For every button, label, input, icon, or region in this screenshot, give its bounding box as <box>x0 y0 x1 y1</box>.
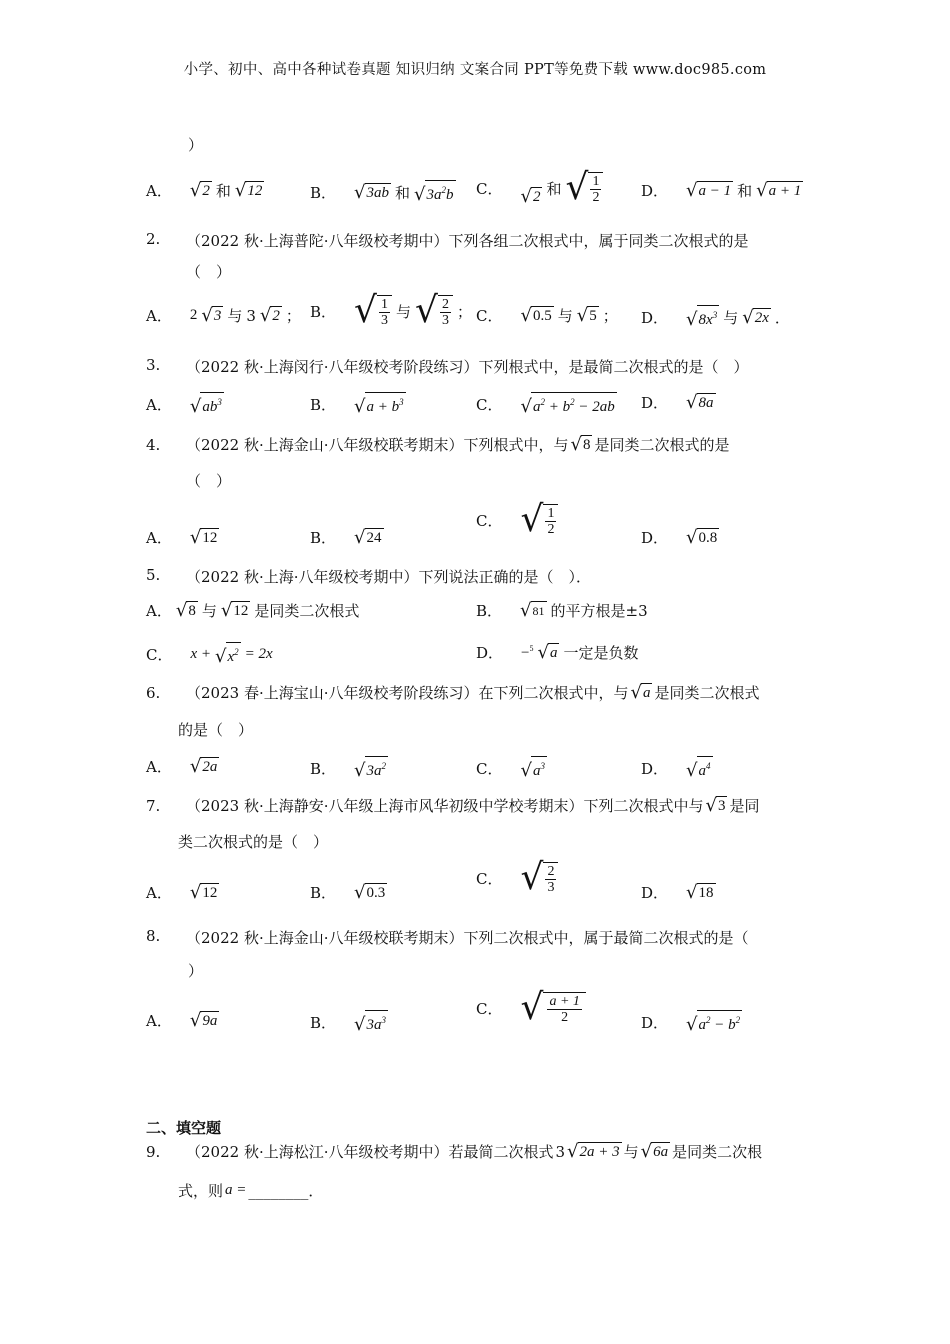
q6-text-line2: 的是（ ） <box>178 721 254 739</box>
q3-b-sqrt-a+b3: √ $a + b^3$ <box>354 392 406 416</box>
q5-text: （2022 秋·上海·八年级校考期中）下列说法正确的是（ ）． <box>186 568 591 586</box>
q8-option-d-label: D． <box>641 1013 669 1032</box>
q5-option-a[interactable] <box>146 600 359 621</box>
page-header: 小学、初中、高中各种试卷真题 知识归纳 文案合同 PPT等免费下载 www.doc985.com <box>183 62 767 78</box>
q3-option-b[interactable] <box>310 392 406 416</box>
q2-option-c[interactable] <box>476 305 618 326</box>
q2-d-with: 与 <box>723 308 739 327</box>
q5-option-c-label: C． <box>146 645 173 664</box>
q6-option-c[interactable] <box>476 756 547 780</box>
q2-a-semi: ； <box>285 307 301 325</box>
q5-option-c[interactable] <box>146 642 273 666</box>
q4-option-c-label: C． <box>476 511 503 530</box>
q4-option-c[interactable] <box>476 499 558 540</box>
q4-number: 4. <box>146 436 161 454</box>
q6-option-a[interactable] <box>146 756 219 777</box>
q9-text-line2 <box>178 1180 323 1201</box>
q4-c-sqrt-half: √ $\frac{1}{2}$ <box>520 502 558 538</box>
q2-d-sqrt2x: √ 2x <box>742 306 769 328</box>
q7-text-line2: 类二次根式的是（ ） <box>178 833 329 851</box>
q8-option-b[interactable] <box>310 1010 388 1034</box>
q7-text-a: （2023 秋·上海静安·八年级上海市风华初级中学校考期末）下列二次根式中与 <box>186 797 704 815</box>
q3-d-sqrt8a: √ 8a <box>686 392 714 413</box>
q5-a-sqrt12: √ 12 <box>220 600 249 621</box>
q2-option-c-label: C． <box>476 307 503 325</box>
q7-option-a-label: A． <box>146 884 172 902</box>
q2-number: 2. <box>146 230 161 248</box>
q8-text: （2022 秋·上海金山·八年级校联考期末）下列二次根式中，属于最简二次根式的是（ <box>186 929 749 947</box>
q8-option-d[interactable] <box>641 1010 742 1034</box>
q7-option-d[interactable] <box>641 882 716 903</box>
q2-d-dot: ． <box>774 308 790 327</box>
q3-option-b-label: B． <box>310 395 337 414</box>
q8-option-a[interactable] <box>146 1010 219 1031</box>
q3-text: （2022 秋·上海闵行·八年级校考阶段练习）下列根式中，是最简二次根式的是（ ） <box>186 358 749 376</box>
q2-c-with: 与 <box>557 307 573 325</box>
q1-b-and: 和 <box>395 183 411 202</box>
q6-option-d-label: D． <box>641 759 669 778</box>
q6-b-sqrt3a2: √ $3a^2$ <box>354 756 388 780</box>
q2-a-sqrt3: √ 3 <box>201 305 222 326</box>
q2-c-sqrt05: √ 0.5 <box>520 305 552 326</box>
q7-text-b: 是同 <box>729 797 760 815</box>
q3-a-sqrt-ab3: √ $ab^3$ <box>190 392 224 416</box>
q5-b-text: 的平方根是±3 <box>550 602 648 620</box>
q9-text-c: 是同类二次根 <box>672 1143 763 1161</box>
q2-a-3: 3 <box>246 306 256 325</box>
q1-b-sqrt3ab: √ 3ab <box>354 181 390 203</box>
q2-a-with: 与 <box>227 307 243 325</box>
q9-text-2: 式，则 <box>178 1182 224 1200</box>
q8-option-a-label: A． <box>146 1012 172 1030</box>
q3-option-a[interactable] <box>146 392 224 416</box>
q2-option-d[interactable] <box>641 305 790 329</box>
q9-number: 9. <box>146 1143 161 1161</box>
q4-option-b-label: B． <box>310 529 337 547</box>
q3-option-c[interactable] <box>476 392 617 416</box>
q9-coef-3: 3 <box>555 1142 566 1161</box>
q1-option-b-label: B． <box>310 183 337 202</box>
q1-c-sqrt2: √ 2 <box>520 185 541 207</box>
q2-option-a[interactable] <box>146 305 301 326</box>
q2-b-sqrt-1-3: √ $\frac{1}{3}$ <box>354 293 392 329</box>
q6-option-c-label: C． <box>476 759 503 778</box>
q1-option-a[interactable] <box>146 180 264 201</box>
q9-text <box>186 1141 762 1162</box>
q8-option-c[interactable] <box>476 987 586 1028</box>
q7-text <box>186 795 759 816</box>
q4-text-a: （2022 秋·上海金山·八年级校联考期末）下列根式中，与 <box>186 436 569 454</box>
q8-option-c-label: C． <box>476 999 503 1018</box>
q7-sqrt3: √ 3 <box>705 795 726 816</box>
q5-a-sqrt8: √ 8 <box>175 600 196 621</box>
q7-option-b[interactable] <box>310 882 387 903</box>
q4-sqrt8: √ 8 <box>570 434 591 455</box>
q1-option-d-label: D． <box>641 182 669 200</box>
q1-b-sqrt3a2b: √ $3a^2b$ <box>414 180 455 204</box>
q2-option-b[interactable] <box>310 290 472 331</box>
q4-option-d[interactable] <box>641 527 719 548</box>
q8-a-sqrt9a: √ 9a <box>189 1010 218 1031</box>
q2-b-with: 与 <box>395 302 411 321</box>
q3-c-sqrt-expr: √ $a^2 + b^2 - 2ab$ <box>520 392 616 416</box>
q6-option-a-label: A． <box>146 758 172 776</box>
q6-sqrt-a: √ a <box>630 682 651 703</box>
q6-option-b-label: B． <box>310 759 337 778</box>
q5-d-text: 一定是负数 <box>563 644 639 662</box>
q2-c-sqrt5: √ 5 <box>576 305 597 326</box>
q5-a-text: 是同类二次根式 <box>254 602 360 620</box>
section-title-fill-in: 二、填空题 <box>146 1119 222 1137</box>
q7-b-sqrt03: √ 0.3 <box>354 882 386 903</box>
q2-option-a-label: A． <box>146 307 172 325</box>
q1-a-sqrt12: √ 12 <box>234 180 263 201</box>
q1-option-c[interactable] <box>476 167 603 208</box>
q2-a-sqrt2: √ 2 <box>259 305 280 326</box>
q4-text <box>186 434 729 455</box>
q6-d-sqrt-a4: √ $a^4$ <box>686 756 712 780</box>
q3-option-c-label: C． <box>476 395 503 414</box>
q9-a-eq: a = <box>225 1182 247 1198</box>
q8-option-b-label: B． <box>310 1013 337 1032</box>
q5-d-neg: −$^5$ <box>521 643 534 661</box>
q5-number: 5. <box>146 566 161 584</box>
q4-option-a-label: A． <box>146 529 172 547</box>
q1-option-b[interactable] <box>310 180 456 204</box>
q7-option-b-label: B． <box>310 884 337 902</box>
q7-option-d-label: D． <box>641 884 669 902</box>
q8-number: 8. <box>146 927 161 945</box>
q6-text <box>186 682 759 703</box>
q2-option-d-label: D． <box>641 308 669 327</box>
q6-number: 6. <box>146 684 161 702</box>
q4-option-a[interactable] <box>146 527 219 548</box>
q9-text-a: （2022 秋·上海松江·八年级校考期中）若最简二次根式 <box>186 1143 554 1161</box>
q1-d-sqrt-a-1: √ a − 1 <box>686 180 732 201</box>
q5-option-a-label: A． <box>146 602 172 620</box>
q4-option-d-label: D． <box>641 529 669 547</box>
q4-text-line2: （ ） <box>186 472 232 490</box>
q4-a-sqrt12: √ 12 <box>189 527 218 548</box>
q5-c-eq: = 2x <box>244 645 273 662</box>
q5-option-d-label: D． <box>476 644 504 662</box>
q4-option-b[interactable] <box>310 527 384 548</box>
q7-number: 7. <box>146 797 161 815</box>
q5-a-with: 与 <box>201 602 217 620</box>
q6-option-d[interactable] <box>641 756 713 780</box>
q2-b-sqrt-2-3: √ $\frac{2}{3}$ <box>415 293 453 329</box>
q7-option-c[interactable] <box>476 857 558 898</box>
q4-b-sqrt24: √ 24 <box>354 527 382 548</box>
q7-c-sqrt-2-3: √ $\frac{2}{3}$ <box>520 860 558 896</box>
q1-option-d[interactable] <box>641 180 803 201</box>
q5-option-b-label: B． <box>476 602 503 620</box>
q1-c-and: 和 <box>546 179 562 198</box>
q9-text-b: 与 <box>623 1143 639 1161</box>
q2-c-semi: ； <box>602 307 618 325</box>
q1-a-sqrt2: √ 2 <box>189 180 210 201</box>
q9-sqrt-2a+3: √ 2a + 3 <box>567 1141 620 1162</box>
q6-a-sqrt2a: √ 2a <box>189 756 218 777</box>
q5-option-d[interactable] <box>476 642 639 663</box>
q8-text-line2: ） <box>188 962 204 980</box>
q3-option-a-label: A． <box>146 395 172 414</box>
q7-option-c-label: C． <box>476 869 503 888</box>
q1-d-sqrt-a+1: √ a + 1 <box>756 180 802 201</box>
q8-c-sqrt-frac: √ $\frac{a + 1}{2}$ <box>520 990 585 1026</box>
q2-a-2: 2 <box>189 307 198 323</box>
q4-text-b: 是同类二次根式的是 <box>594 436 730 454</box>
q5-option-b[interactable] <box>476 600 648 621</box>
q2-text-line2: （ ） <box>186 263 232 281</box>
q5-b-sqrt81: √ 81 <box>520 600 545 621</box>
q2-d-sqrt8x3: √ $8x^3$ <box>686 305 719 329</box>
q3-option-d[interactable] <box>641 392 716 413</box>
q1-option-c-label: C． <box>476 179 503 198</box>
q6-text-a: （2023 春·上海宝山·八年级校考阶段练习）在下列二次根式中，与 <box>186 684 629 702</box>
q8-d-sqrt-a2-b2: √ $a^2 - b^2$ <box>686 1010 742 1034</box>
q5-c-sqrt-x2: √ $x^2$ <box>215 642 241 666</box>
q7-a-sqrt12: √ 12 <box>189 882 218 903</box>
q3-option-d-label: D． <box>641 394 669 412</box>
q1-paren-close: ） <box>188 136 204 154</box>
q5-d-root-a: √ a <box>537 642 558 663</box>
q7-option-a[interactable] <box>146 882 219 903</box>
q2-b-semi: ； <box>456 302 472 321</box>
q6-c-sqrt-a3: √ $a^3$ <box>520 756 546 780</box>
q6-option-b[interactable] <box>310 756 388 780</box>
q4-d-sqrt08: √ 0.8 <box>686 527 718 548</box>
q1-a-and: 和 <box>215 182 231 200</box>
q5-c-x: x + <box>190 645 212 662</box>
q3-number: 3. <box>146 356 161 374</box>
q1-c-sqrt-half: √ $\frac{1}{2}$ <box>565 170 603 206</box>
q1-d-and: 和 <box>737 182 753 200</box>
q7-d-sqrt18: √ 18 <box>686 882 714 903</box>
q6-text-b: 是同类二次根式 <box>654 684 760 702</box>
q2-option-b-label: B． <box>310 302 337 321</box>
q8-b-sqrt3a3: √ $3a^3$ <box>354 1010 388 1034</box>
q2-text: （2022 秋·上海普陀·八年级校考期中）下列各组二次根式中，属于同类二次根式的是 <box>186 232 749 250</box>
q9-answer-blank[interactable]: ________． <box>248 1182 324 1200</box>
q1-option-a-label: A． <box>146 182 172 200</box>
q9-sqrt-6a: √ 6a <box>640 1141 669 1162</box>
